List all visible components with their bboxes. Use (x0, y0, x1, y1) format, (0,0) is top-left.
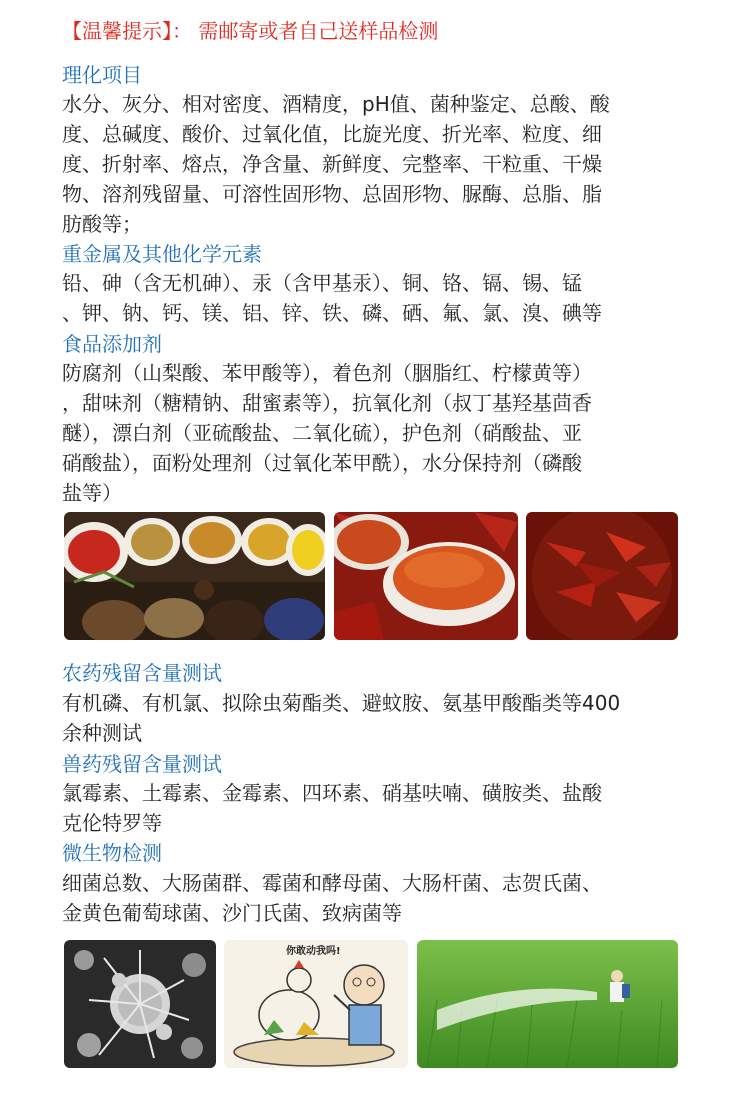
dried-chili-image (526, 512, 678, 640)
text-line: 克伦特罗等 (62, 811, 162, 835)
section-title-veterinary-residue: 兽药残留含量测试 (62, 752, 222, 776)
notice-banner: 【温馨提示】： 需邮寄或者自己送样品检测 (62, 19, 439, 43)
section-body-microbiology (62, 868, 690, 928)
section-body-pesticide-residue (62, 688, 690, 748)
chili-powder-image (334, 512, 518, 640)
text-line: 肪酸等； (62, 212, 142, 236)
section-body-physicochemical (62, 89, 690, 239)
text-line: ，甜味剂（糖精钠、甜蜜素等），抗氧化剂（叔丁基羟基茴香 (62, 391, 592, 415)
text-line: 度、折射率、熔点，净含量、新鲜度、完整率、干粒重、干燥 (62, 152, 602, 176)
section-title-microbiology: 微生物检测 (62, 841, 162, 865)
text-line: 氯霉素、土霉素、金霉素、四环素、硝基呋喃、磺胺类、盐酸 (62, 781, 602, 805)
text-line: 硝酸盐），面粉处理剂（过氧化苯甲酰），水分保持剂（磷酸 (62, 451, 582, 475)
crop-spraying-image (417, 940, 678, 1068)
section-title-physicochemical: 理化项目 (62, 63, 142, 87)
section-title-food-additives: 食品添加剂 (62, 332, 162, 356)
text-line: 铅、砷（含无机砷）、汞（含甲基汞）、铜、铬、镉、锡、锰 (62, 271, 582, 295)
text-line: 余种测试 (62, 721, 142, 745)
section-body-heavy-metals (62, 268, 690, 328)
text-line: 度、总碱度、酸价、过氧化值，比旋光度、折光率、粒度、细 (62, 122, 602, 146)
section-title-pesticide-residue: 农药残留含量测试 (62, 661, 222, 685)
text-line: 金黄色葡萄球菌、沙门氏菌、致病菌等 (62, 901, 402, 925)
text-line: 细菌总数、大肠菌群、霉菌和酵母菌、大肠杆菌、志贺氏菌、 (62, 871, 602, 895)
section-body-food-additives (62, 358, 690, 508)
cartoon-speech-text: 你敢动我吗! (286, 946, 341, 957)
section-title-heavy-metals: 重金属及其他化学元素 (62, 242, 262, 266)
text-line: 物、溶剂残留量、可溶性固形物、总固形物、脲酶、总脂、脂 (62, 182, 602, 206)
text-line: 盐等） (62, 481, 122, 505)
text-line: 水分、灰分、相对密度、酒精度，pH值、菌种鉴定、总酸、酸 (62, 92, 610, 116)
section-body-veterinary-residue (62, 778, 690, 838)
text-line: 醚），漂白剂（亚硫酸盐、二氧化硫），护色剂（硝酸盐、亚 (62, 421, 582, 445)
text-line: 、钾、钠、钙、镁、铝、锌、铁、磷、硒、氟、氯、溴、碘等 (62, 301, 602, 325)
cartoon-chicken-image (224, 940, 408, 1068)
microbe-micrograph-image (64, 940, 216, 1068)
text-line: 有机磷、有机氯、拟除虫菊酯类、避蚊胺、氨基甲酸酯类等400 (62, 691, 621, 715)
text-line: 防腐剂（山梨酸、苯甲酸等），着色剂（胭脂红、柠檬黄等） (62, 361, 592, 385)
spice-spoons-image (64, 512, 325, 640)
